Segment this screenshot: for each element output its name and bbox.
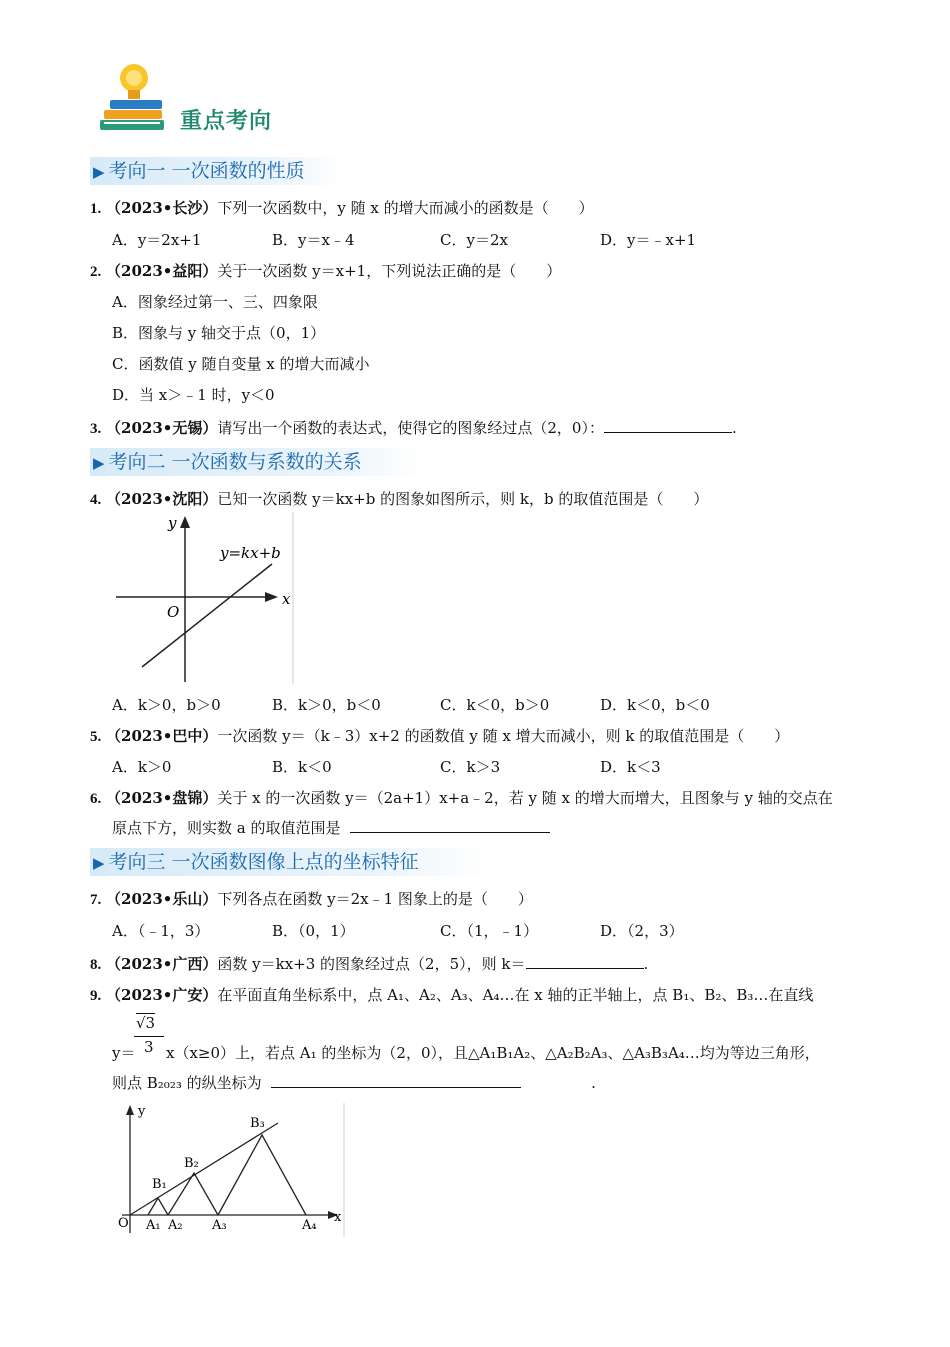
option-c: C．y＝2x	[440, 231, 508, 249]
triangle-3	[218, 1135, 306, 1215]
question-source: （2023•广安）	[106, 986, 218, 1004]
triangle-icon: ▶	[93, 454, 105, 472]
question-source: （2023•乐山）	[106, 890, 218, 908]
question-stem: 在平面直角坐标系中，点 A₁、A₂、A₃、A₄…在 x 轴的正半轴上，点 B₁、B₂、B₃…在直线	[217, 986, 814, 1004]
answer-blank[interactable]	[271, 1073, 521, 1088]
x-axis-label: x	[282, 590, 291, 608]
option-b: B．k＜0	[272, 758, 332, 776]
a4-label: A₄	[302, 1218, 317, 1233]
option-d: D．k＜0，b＜0	[600, 696, 710, 714]
q4-graph	[112, 512, 297, 684]
question-number: 5.	[90, 729, 102, 745]
question-stem: 函数 y＝kx+3 的图象经过点（2，5），则 k＝	[217, 955, 526, 973]
question-stem: 一次函数 y＝（k﹣3）x+2 的函数值 y 随 x 增大而减小，则 k 的取值范围是（ ）	[217, 727, 790, 745]
section-title: 考向三 一次函数图像上点的坐标特征	[108, 851, 419, 873]
q9-graph	[112, 1103, 348, 1237]
question-2	[90, 261, 561, 282]
origin-label: O	[167, 603, 180, 621]
period: .	[591, 1074, 596, 1092]
a3-label: A₃	[212, 1218, 227, 1233]
question-number: 3.	[90, 421, 102, 437]
option-a: A．（﹣1，3）	[112, 922, 210, 940]
question-6-line-2	[112, 818, 550, 838]
question-6	[90, 788, 833, 809]
question-stem-3: 则点 B₂₀₂₃ 的纵坐标为	[112, 1074, 262, 1092]
option-a: A．y＝2x+1	[112, 231, 202, 249]
header-logo	[98, 60, 298, 140]
a2-label: A₂	[168, 1218, 183, 1233]
question-stem: 下列各点在函数 y＝2x﹣1 图象上的是（ ）	[217, 890, 533, 908]
line-label: y=kx+b	[220, 544, 281, 562]
question-9-line-2-prefix: y＝	[112, 1044, 136, 1062]
y-axis-label: y	[168, 514, 177, 532]
question-9-line-3	[112, 1073, 596, 1093]
option-c: C．函数值 y 随自变量 x 的增大而减小	[112, 355, 370, 373]
question-stem: 关于 x 的一次函数 y＝（2a+1）x+a﹣2，若 y 随 x 的增大而增大，且图象与 y 轴的交点在	[217, 789, 833, 807]
x-axis-arrow	[265, 592, 278, 602]
b1-label: B₁	[152, 1177, 167, 1192]
question-number: 7.	[90, 892, 102, 908]
fraction-numerator: √3	[136, 1014, 156, 1032]
question-number: 6.	[90, 791, 102, 807]
section-title: 考向二 一次函数与系数的关系	[108, 451, 362, 473]
b3-label: B₃	[250, 1116, 265, 1131]
question-number: 8.	[90, 957, 102, 973]
b2-label: B₂	[184, 1156, 199, 1171]
question-stem-2: 原点下方，则实数 a 的取值范围是	[112, 819, 341, 837]
question-8	[90, 954, 648, 975]
section-header-3	[90, 848, 490, 876]
question-9-line-2: x（x≥0）上，若点 A₁ 的坐标为（2，0），且△A₁B₁A₂、△A₂B₂A₃、△A₃B₃A₄…均为等边三角形，	[166, 1044, 820, 1062]
option-d: D．当 x＞﹣1 时，y＜0	[112, 386, 275, 404]
a1-label: A₁	[146, 1218, 161, 1233]
question-source: （2023•无锡）	[106, 419, 218, 437]
period: .	[731, 419, 737, 437]
question-source: （2023•益阳）	[106, 262, 218, 280]
answer-blank[interactable]	[350, 818, 550, 833]
lightbulb-books-icon	[98, 60, 170, 138]
question-number: 9.	[90, 988, 102, 1004]
option-a: A．k＞0，b＞0	[112, 696, 221, 714]
section-title: 考向一 一次函数的性质	[108, 160, 305, 182]
question-1	[90, 198, 594, 219]
fraction-bar	[134, 1036, 164, 1037]
option-a: A．k＞0	[112, 758, 172, 776]
triangle-1	[148, 1198, 168, 1215]
question-number: 1.	[90, 201, 102, 217]
y-axis-label: y	[138, 1104, 146, 1119]
option-d: D．k＜3	[600, 758, 661, 776]
question-stem: 请写出一个函数的表达式，使得它的图象经过点（2，0）：	[217, 419, 604, 437]
option-c: C．（1，﹣1）	[440, 922, 539, 940]
triangle-2	[168, 1173, 218, 1215]
question-9	[90, 985, 813, 1006]
option-c: C．k＜0，b＞0	[440, 696, 550, 714]
origin-label: O	[118, 1216, 129, 1231]
question-4	[90, 489, 708, 510]
y-axis-arrow	[180, 516, 190, 528]
section-header-1	[90, 157, 345, 185]
question-stem: 已知一次函数 y＝kx+b 的图象如图所示，则 k，b 的取值范围是（ ）	[217, 490, 709, 508]
question-source: （2023•巴中）	[106, 727, 218, 745]
y-axis-arrow	[126, 1105, 134, 1115]
triangle-icon: ▶	[93, 854, 105, 872]
x-axis-label: x	[334, 1210, 342, 1225]
question-stem: 下列一次函数中，y 随 x 的增大而减小的函数是（ ）	[217, 199, 594, 217]
triangle-icon: ▶	[93, 163, 105, 181]
question-number: 4.	[90, 492, 102, 508]
option-b: B．图象与 y 轴交于点（0，1）	[112, 324, 326, 342]
answer-blank[interactable]	[604, 418, 732, 433]
question-stem: 关于一次函数 y＝x+1，下列说法正确的是（ ）	[217, 262, 562, 280]
question-source: （2023•盘锦）	[106, 789, 218, 807]
option-d: D．（2，3）	[600, 922, 684, 940]
period: .	[643, 955, 649, 973]
question-3	[90, 418, 737, 439]
option-b: B．y＝x﹣4	[272, 231, 355, 249]
fraction-denominator: 3	[144, 1038, 154, 1056]
answer-blank[interactable]	[526, 954, 644, 969]
question-number: 2.	[90, 264, 102, 280]
option-b: B．k＞0，b＜0	[272, 696, 381, 714]
option-d: D．y＝﹣x+1	[600, 231, 697, 249]
option-a: A．图象经过第一、三、四象限	[112, 293, 318, 311]
question-source: （2023•沈阳）	[106, 490, 218, 508]
question-7	[90, 889, 533, 910]
option-b: B．（0，1）	[272, 922, 355, 940]
question-source: （2023•广西）	[106, 955, 218, 973]
function-line	[130, 1123, 278, 1215]
question-source: （2023•长沙）	[106, 199, 218, 217]
header-title: 重点考向	[180, 109, 273, 134]
question-5	[90, 726, 789, 747]
option-c: C．k＞3	[440, 758, 501, 776]
section-header-2	[90, 448, 425, 476]
function-line	[142, 564, 272, 667]
